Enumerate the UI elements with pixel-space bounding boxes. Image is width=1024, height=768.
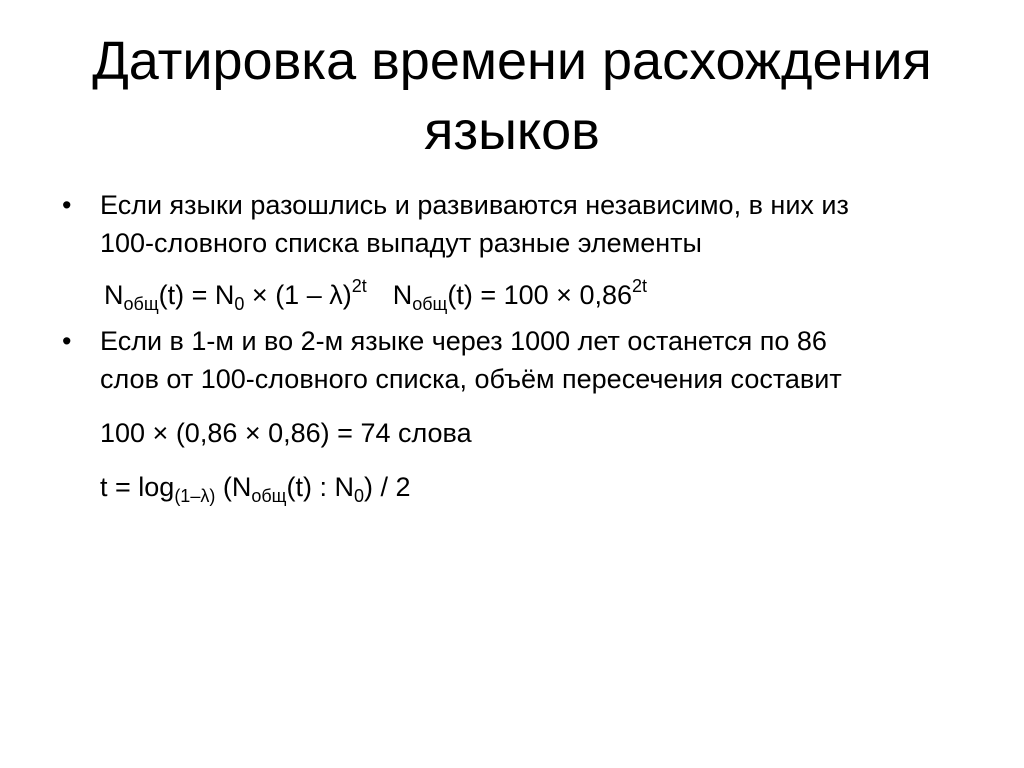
formula-text: ) / 2 <box>363 472 411 502</box>
formula-subscript: 0 <box>234 294 245 314</box>
formula-superscript: 2t <box>351 276 367 296</box>
title-line-2: языков <box>424 101 600 161</box>
formula-subscript: (1–λ) <box>174 486 216 506</box>
formula-text: (t) = 100 × 0,86 <box>447 280 632 310</box>
bullet-icon: • <box>62 326 72 356</box>
formula-overlap: 100 × (0,86 × 0,86) = 74 слова <box>100 418 472 448</box>
formula-subscript: общ <box>412 294 448 314</box>
bullet-item-1 <box>60 186 980 262</box>
formula-subscript: 0 <box>353 486 364 506</box>
formula-text: N <box>104 280 124 310</box>
bullet-2-line-2: слов от 100-словного списка, объём пересечения составит <box>100 364 842 394</box>
formula-text: (t) = N <box>158 280 235 310</box>
formula-text: N <box>392 280 413 310</box>
formula-text: (N <box>215 472 252 502</box>
bullet-1-line-1: Если языки разошлись и развиваются независимо, в них из <box>100 190 849 220</box>
bullet-1-line-2: 100-словного списка выпадут разные элементы <box>100 228 702 258</box>
formula-superscript: 2t <box>632 276 648 296</box>
formula-text: × (1 – λ) <box>244 280 352 310</box>
slide-content <box>60 186 980 506</box>
bullet-icon: • <box>62 190 72 220</box>
formula-subscript: общ <box>251 486 287 506</box>
formula-text: t = log <box>100 472 175 502</box>
bullet-item-2 <box>60 322 980 398</box>
formula-text: (t) : N <box>286 472 354 502</box>
formula-subscript: общ <box>123 294 159 314</box>
bullet-2-line-1: Если в 1-м и во 2-м языке через 1000 лет останется по 86 <box>100 326 827 356</box>
formula-decay <box>60 276 980 314</box>
slide-title <box>40 26 984 166</box>
formula-time <box>60 468 980 506</box>
title-line-1: Датировка времени расхождения <box>92 31 932 91</box>
